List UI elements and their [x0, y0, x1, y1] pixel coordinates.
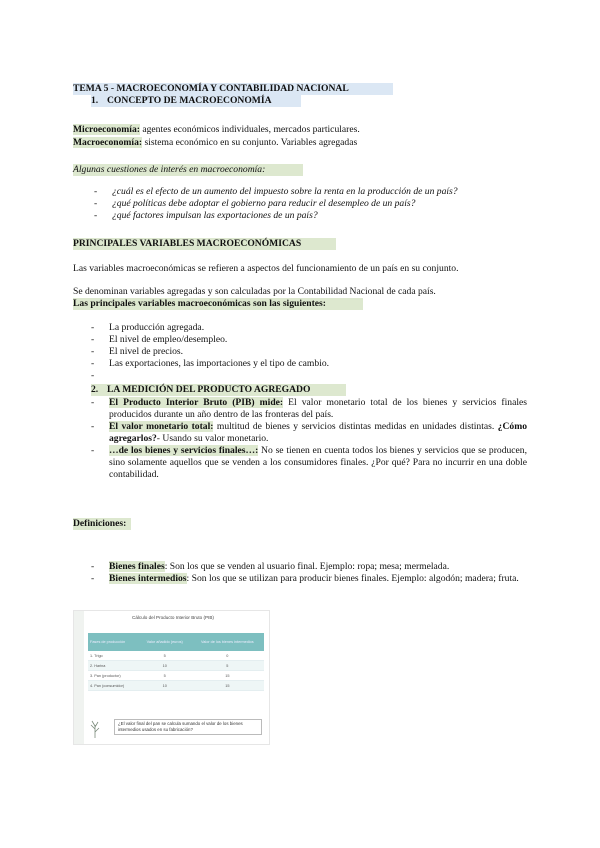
list-item	[89, 573, 527, 585]
macro-definition	[73, 137, 357, 149]
list-item: - El nivel de precios.	[89, 346, 509, 358]
list-item	[89, 370, 509, 382]
variables-paragraph-2	[73, 286, 436, 298]
producto-list	[89, 397, 527, 481]
table-header: Fases de producción	[88, 633, 139, 651]
table-cell: 15	[191, 681, 264, 691]
list-item: - Las exportaciones, las importaciones y el tipo de cambio.	[89, 358, 509, 370]
document-title	[73, 83, 393, 95]
table-cell: 5	[139, 671, 191, 681]
list-item	[89, 561, 527, 573]
section-2-label: LA MEDICIÓN DEL PRODUCTO AGREGADO	[107, 384, 311, 395]
finales-text: No se tienen en cuenta todos los bienes y servicios que se producen, sino solamente aquellos que se venden a los consumidores finales. ¿Por qué? Para no incurrir en una doble contabilidad.	[109, 445, 527, 480]
table-header: Valor añadido (euros)	[139, 633, 191, 651]
definitions-heading	[73, 518, 131, 530]
list-item	[89, 397, 527, 421]
pib-text: El valor monetario total de los bienes y servicios finales producidos durante un año dentro de las fronteras del país.	[109, 397, 527, 420]
bienes-finales-term: Bienes finales	[109, 561, 165, 572]
list-item: - El nivel de empleo/desempleo.	[89, 334, 509, 346]
section-1-heading	[91, 95, 301, 107]
figure-side-bar	[74, 611, 84, 744]
list-item: - ¿qué factores impulsan las exportaciones de un país?	[92, 210, 532, 222]
table-cell: 3. Pan (productor)	[88, 671, 139, 681]
micro-definition	[73, 124, 360, 136]
questions-list	[92, 186, 532, 222]
bienes-finales-text: : Son los que se venden al usuario final. Ejemplo: ropa; mesa; mermelada.	[164, 561, 450, 572]
variables-paragraph-1	[73, 263, 458, 275]
valor-question: ¿Cómo agregarlos?	[109, 421, 527, 444]
table-cell: 5	[139, 651, 191, 661]
table-header-row	[88, 633, 264, 651]
questions-heading	[73, 164, 303, 176]
list-item	[89, 445, 527, 481]
table-row	[88, 661, 264, 671]
table-row	[88, 651, 264, 661]
section-2-number: 2.	[91, 384, 99, 395]
bienes-intermedios-term: Bienes intermedios	[109, 573, 187, 584]
section-2-heading	[91, 384, 346, 396]
variables-p2-text: Se denominan variables agregadas y son calculadas por la Contabilidad Nacional de cada país.	[73, 286, 436, 297]
valor-text: multitud de bienes y servicios distintas medidas en unidades distintas.	[213, 421, 498, 432]
figure-question: ¿El valor final del pan se calcula sumando el valor de los bienes intermedios usados en su fabricación?	[114, 719, 262, 735]
variables-list	[89, 322, 509, 382]
table-header: Valor de los bienes intermedios	[191, 633, 264, 651]
variables-heading-text: PRINCIPALES VARIABLES MACROECONÓMICAS	[73, 238, 302, 249]
variables-p3-text: Las principales variables macroeconómicas son las siguientes:	[73, 298, 326, 309]
micro-term: Microeconomía:	[73, 124, 140, 135]
variables-paragraph-3	[73, 298, 363, 310]
definitions-list	[89, 561, 527, 585]
list-item: - ¿cuál es el efecto de un aumento del impuesto sobre la renta en la producción de un país?	[92, 186, 532, 198]
pib-term: El Producto Interior Bruto (PIB) mide:	[109, 397, 284, 408]
table-cell: 15	[191, 671, 264, 681]
macro-text: sistema económico en su conjunto. Variables agregadas	[142, 137, 358, 148]
table-row	[88, 671, 264, 681]
questions-heading-text: Algunas cuestiones de interés en macroeconomía:	[73, 164, 266, 175]
finales-term: …de los bienes y servicios finales…:	[109, 445, 259, 456]
table-cell: 5	[191, 661, 264, 671]
figure-table	[88, 633, 264, 691]
title-text: TEMA 5 - MACROECONOMÍA Y CONTABILIDAD NACIONAL	[73, 83, 349, 94]
variables-p1-text: Las variables macroeconómicas se refieren a aspectos del funcionamiento de un país en su conjunto.	[73, 263, 459, 274]
section-1-number: 1.	[91, 95, 99, 106]
list-item	[89, 421, 527, 445]
table-cell: 4. Pan (consumidor)	[88, 681, 139, 691]
bienes-intermedios-text: : Son los que se utilizan para producir bienes finales. Ejemplo: algodón; madera; fruta.	[186, 573, 519, 584]
table-cell: 10	[139, 681, 191, 691]
table-cell: 10	[139, 661, 191, 671]
table-cell: 1. Trigo	[88, 651, 139, 661]
valor-term: El valor monetario total:	[109, 421, 214, 432]
list-item: - La producción agregada.	[89, 322, 509, 334]
valor-answer: - Usando su valor monetario.	[156, 433, 269, 444]
section-1-label: CONCEPTO DE MACROECONOMÍA	[107, 95, 272, 106]
list-item: - ¿qué políticas debe adoptar el gobierno para reducir el desempleo de un país?	[92, 198, 532, 210]
leaf-icon	[88, 719, 102, 739]
table-row	[88, 681, 264, 691]
table-cell: 0	[191, 651, 264, 661]
micro-text: agentes económicos individuales, mercados particulares.	[139, 124, 360, 135]
macro-term: Macroeconomía:	[73, 137, 143, 148]
definitions-heading-text: Definiciones:	[73, 518, 127, 529]
variables-heading	[73, 238, 336, 250]
figure-title: Cálculo del Producto Interior Bruto (PIB)	[132, 615, 214, 620]
pib-figure	[73, 610, 270, 745]
table-cell: 2. Harina	[88, 661, 139, 671]
